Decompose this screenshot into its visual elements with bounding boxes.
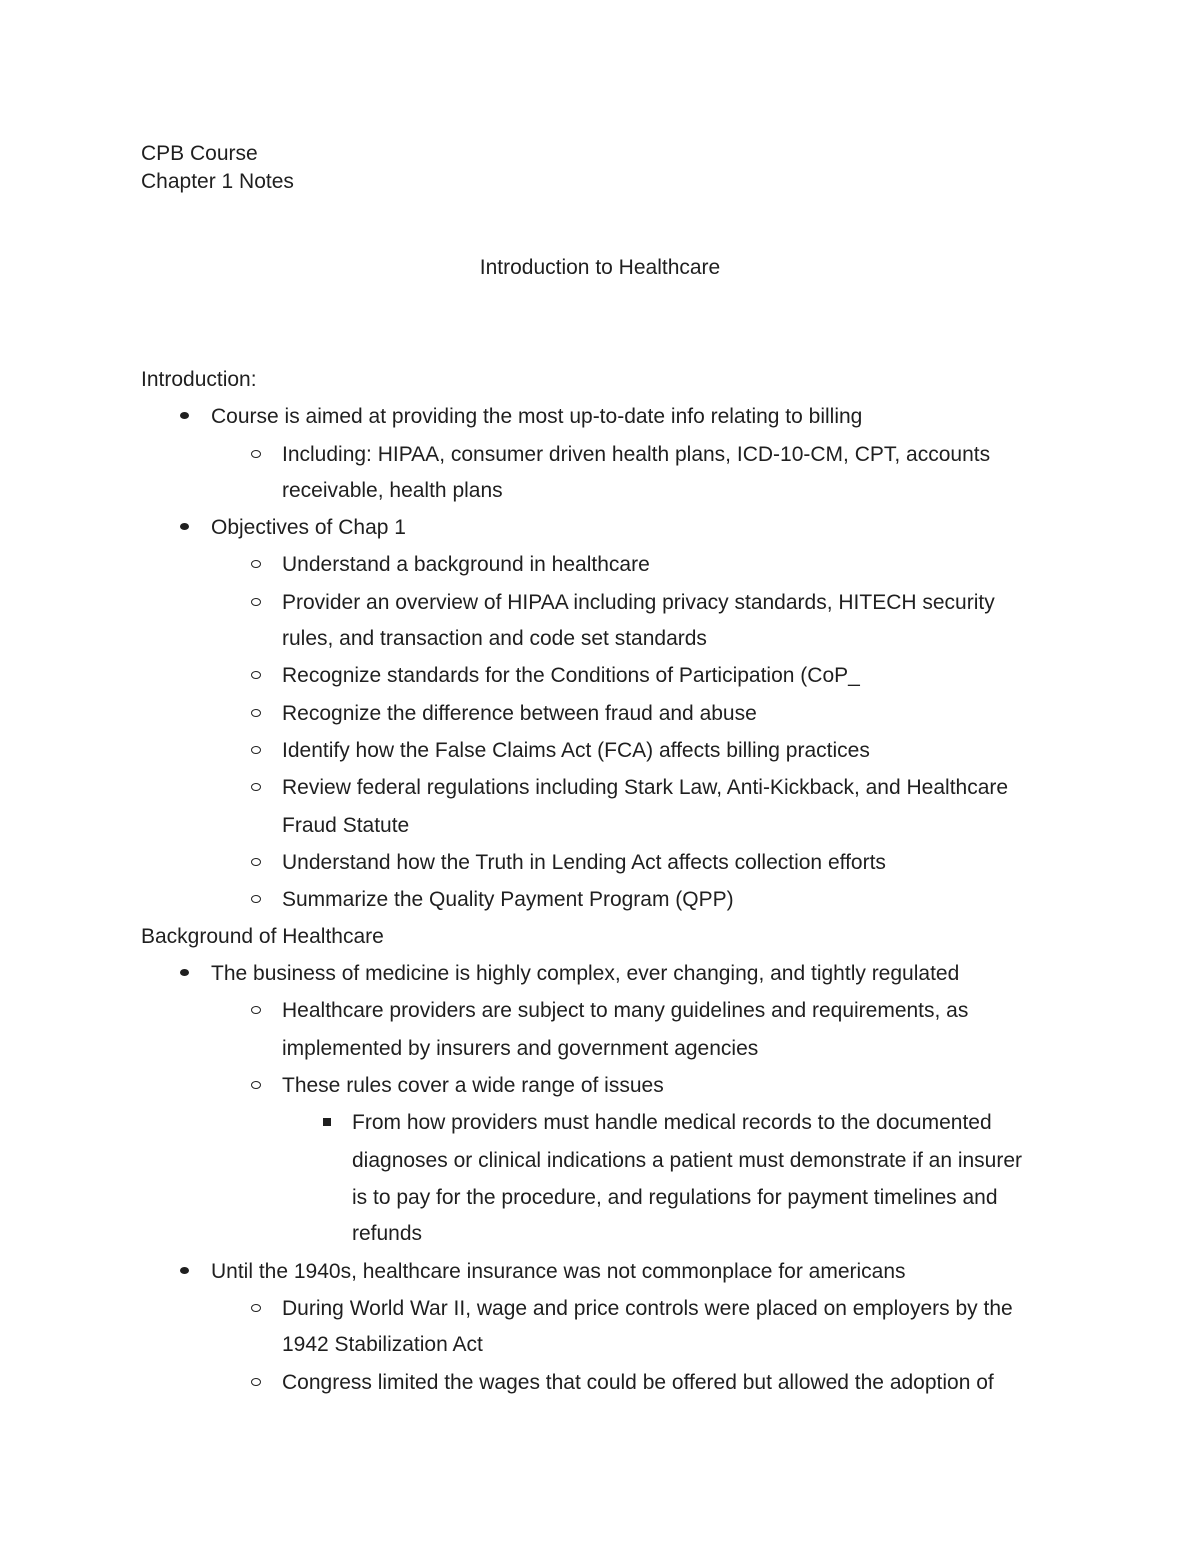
list-item-continuation xyxy=(0,1219,1200,1249)
list-item-text: From how providers must handle medical records to the documented xyxy=(352,1111,992,1134)
hollow-circle-bullet-icon xyxy=(246,1368,266,1398)
filled-circle-bullet-icon xyxy=(174,1257,194,1287)
list-item-text: Fraud Statute xyxy=(282,814,410,837)
hollow-circle-bullet-icon xyxy=(246,996,266,1026)
section-heading-background: Background of Healthcare xyxy=(141,925,384,948)
chapter-name: Chapter 1 Notes xyxy=(141,170,294,193)
list-item xyxy=(0,402,1200,432)
list-item-text: Identify how the False Claims Act (FCA) affects billing practices xyxy=(282,739,870,762)
hollow-circle-bullet-icon xyxy=(246,550,266,580)
list-item xyxy=(0,848,1200,878)
list-item xyxy=(0,513,1200,543)
hollow-circle-bullet-icon xyxy=(246,588,266,618)
list-item xyxy=(0,1108,1200,1138)
section-heading-introduction: Introduction: xyxy=(141,368,257,391)
section-heading-line xyxy=(0,922,1200,952)
list-item-text: Understand a background in healthcare xyxy=(282,553,650,576)
list-item xyxy=(0,661,1200,691)
filled-circle-bullet-icon xyxy=(174,513,194,543)
chapter-line xyxy=(0,167,1200,197)
list-item-text: implemented by insurers and government agencies xyxy=(282,1037,759,1060)
list-item-continuation xyxy=(0,1146,1200,1176)
title-line xyxy=(0,253,1200,283)
hollow-circle-bullet-icon xyxy=(246,736,266,766)
hollow-circle-bullet-icon xyxy=(246,1294,266,1324)
hollow-circle-bullet-icon xyxy=(246,1071,266,1101)
list-item-text: These rules cover a wide range of issues xyxy=(282,1074,664,1097)
list-item xyxy=(0,1071,1200,1101)
list-item xyxy=(0,550,1200,580)
list-item xyxy=(0,1294,1200,1324)
hollow-circle-bullet-icon xyxy=(246,699,266,729)
list-item-continuation xyxy=(0,624,1200,654)
list-item-text: Recognize the difference between fraud and abuse xyxy=(282,702,757,725)
list-item-text: Recognize standards for the Conditions of Participation (CoP_ xyxy=(282,664,860,687)
page-title: Introduction to Healthcare xyxy=(479,256,721,279)
list-item-text: Until the 1940s, healthcare insurance was not commonplace for americans xyxy=(211,1260,906,1283)
list-item-text: The business of medicine is highly complex, ever changing, and tightly regulated xyxy=(211,962,960,985)
course-name: CPB Course xyxy=(141,142,258,165)
hollow-circle-bullet-icon xyxy=(246,885,266,915)
list-item-text: Provider an overview of HIPAA including privacy standards, HITECH security xyxy=(282,591,995,614)
course-line xyxy=(0,139,1200,169)
hollow-circle-bullet-icon xyxy=(246,773,266,803)
list-item-text: Including: HIPAA, consumer driven health plans, ICD-10-CM, CPT, accounts xyxy=(282,443,991,466)
hollow-circle-bullet-icon xyxy=(246,848,266,878)
list-item-text: receivable, health plans xyxy=(282,479,503,502)
list-item xyxy=(0,440,1200,470)
list-item-text: Understand how the Truth in Lending Act affects collection efforts xyxy=(282,851,886,874)
list-item-text: is to pay for the procedure, and regulations for payment timelines and xyxy=(352,1186,998,1209)
list-item xyxy=(0,773,1200,803)
list-item-text: Objectives of Chap 1 xyxy=(211,516,406,539)
list-item-text: Healthcare providers are subject to many guidelines and requirements, as xyxy=(282,999,969,1022)
list-item xyxy=(0,1257,1200,1287)
filled-circle-bullet-icon xyxy=(174,959,194,989)
list-item-text: During World War II, wage and price controls were placed on employers by the xyxy=(282,1297,1013,1320)
list-item-continuation xyxy=(0,811,1200,841)
list-item xyxy=(0,885,1200,915)
list-item-continuation xyxy=(0,1034,1200,1064)
hollow-circle-bullet-icon xyxy=(246,661,266,691)
filled-circle-bullet-icon xyxy=(174,402,194,432)
hollow-circle-bullet-icon xyxy=(246,440,266,470)
list-item-text: refunds xyxy=(352,1222,423,1245)
list-item-continuation xyxy=(0,476,1200,506)
list-item-continuation xyxy=(0,1330,1200,1360)
list-item-text: 1942 Stabilization Act xyxy=(282,1333,483,1356)
list-item-text: Congress limited the wages that could be offered but allowed the adoption of xyxy=(282,1371,994,1394)
list-item-text: Review federal regulations including Stark Law, Anti-Kickback, and Healthcare xyxy=(282,776,1009,799)
list-item-text: diagnoses or clinical indications a patient must demonstrate if an insurer xyxy=(352,1149,1023,1172)
list-item xyxy=(0,1368,1200,1398)
list-item-text: Course is aimed at providing the most up-to-date info relating to billing xyxy=(211,405,863,428)
list-item xyxy=(0,996,1200,1026)
list-item xyxy=(0,736,1200,766)
list-item-continuation xyxy=(0,1183,1200,1213)
list-item-text: rules, and transaction and code set standards xyxy=(282,627,707,650)
list-item xyxy=(0,588,1200,618)
filled-square-bullet-icon xyxy=(317,1108,337,1138)
section-heading-line xyxy=(0,365,1200,395)
list-item-text: Summarize the Quality Payment Program (QPP) xyxy=(282,888,734,911)
list-item xyxy=(0,699,1200,729)
list-item xyxy=(0,959,1200,989)
